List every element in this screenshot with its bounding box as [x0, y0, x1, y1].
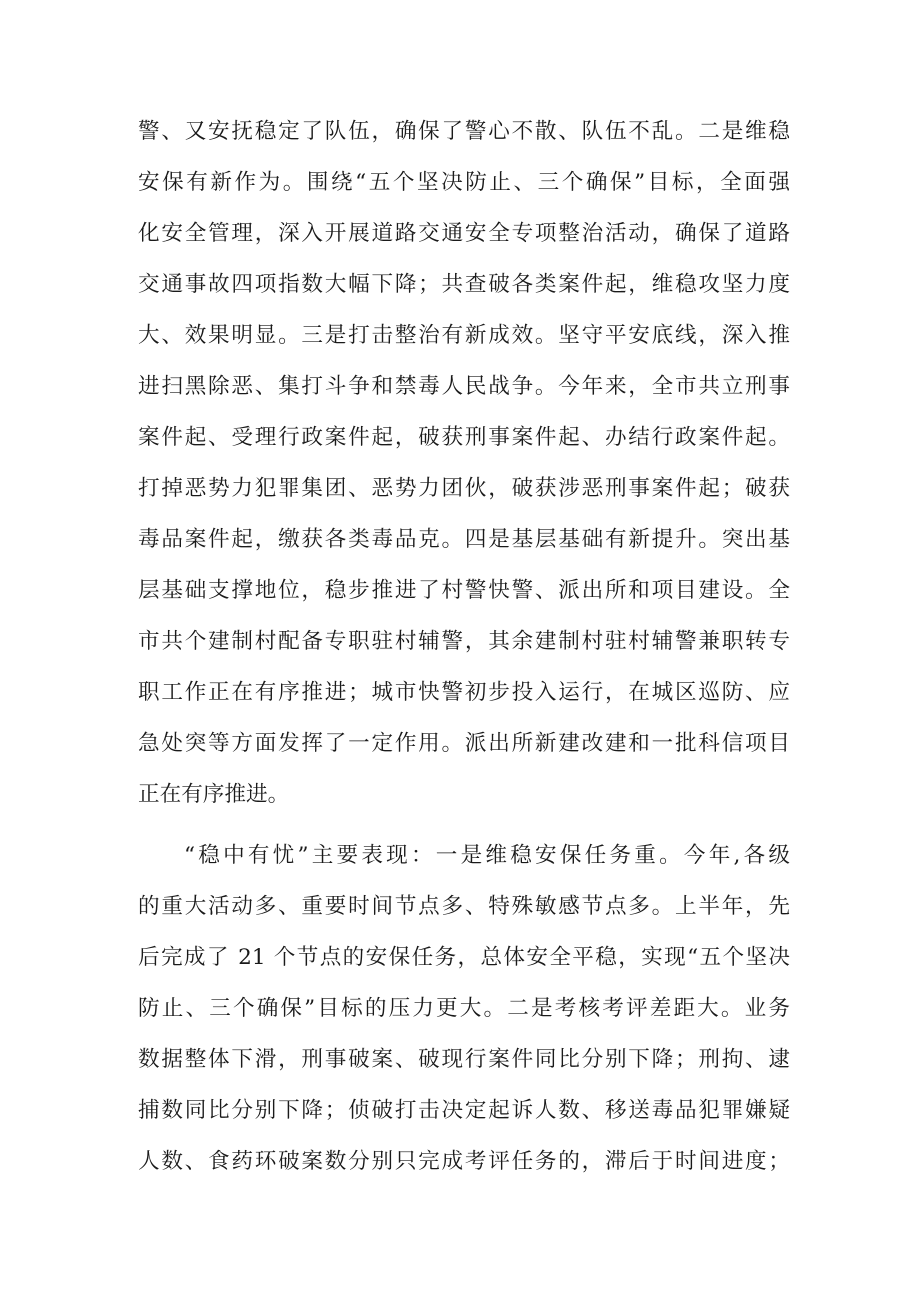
paragraph-1-line: 层基础支撑地位，稳步推进了村警快警、派出所和项目建设。全: [138, 578, 790, 603]
paragraph-2-line: 后完成了 21 个节点的安保任务，总体安全平稳，实现“五个坚决: [138, 945, 790, 970]
paragraph-2-line: 数据整体下滑，刑事破案、破现行案件同比分别下降；刑拘、逮: [138, 1047, 790, 1072]
paragraph-1-line: 正在有序推进。: [138, 782, 290, 807]
paragraph-2-line: 捕数同比分别下降；侦破打击决定起诉人数、移送毒品犯罪嫌疑: [138, 1098, 790, 1123]
paragraph-2-line: “稳中有忧”主要表现：一是维稳安保任务重。今年,各级: [184, 843, 790, 868]
paragraph-1-line: 急处突等方面发挥了一定作用。派出所新建改建和一批科信项目: [138, 731, 790, 756]
paragraph-1-line: 安保有新作为。围绕“五个坚决防止、三个确保”目标，全面强: [138, 170, 790, 195]
paragraph-1-line: 毒品案件起，缴获各类毒品克。四是基层基础有新提升。突出基: [138, 527, 790, 552]
paragraph-2-line: 的重大活动多、重要时间节点多、特殊敏感节点多。上半年，先: [138, 894, 790, 919]
paragraph-1-line: 警、又安抚稳定了队伍，确保了警心不散、队伍不乱。二是维稳: [138, 119, 790, 144]
paragraph-1-line: 打掉恶势力犯罪集团、恶势力团伙，破获涉恶刑事案件起；破获: [138, 476, 790, 501]
paragraph-1-line: 交通事故四项指数大幅下降；共查破各类案件起，维稳攻坚力度: [138, 272, 790, 297]
paragraph-1-line: 进扫黑除恶、集打斗争和禁毒人民战争。今年来，全市共立刑事: [138, 374, 790, 399]
paragraph-1-line: 市共个建制村配备专职驻村辅警，其余建制村驻村辅警兼职转专: [138, 629, 790, 654]
paragraph-1-line: 案件起、受理行政案件起，破获刑事案件起、办结行政案件起。: [138, 425, 790, 450]
paragraph-1-line: 职工作正在有序推进；城市快警初步投入运行，在城区巡防、应: [138, 680, 790, 705]
paragraph-2-line: 人数、食药环破案数分别只完成考评任务的，滞后于时间进度；: [138, 1149, 790, 1174]
paragraph-1-line: 大、效果明显。三是打击整治有新成效。坚守平安底线，深入推: [138, 323, 790, 348]
paragraph-2-line: 防止、三个确保”目标的压力更大。二是考核考评差距大。业务: [138, 996, 790, 1021]
paragraph-1-line: 化安全管理，深入开展道路交通安全专项整治活动，确保了道路: [138, 221, 790, 246]
